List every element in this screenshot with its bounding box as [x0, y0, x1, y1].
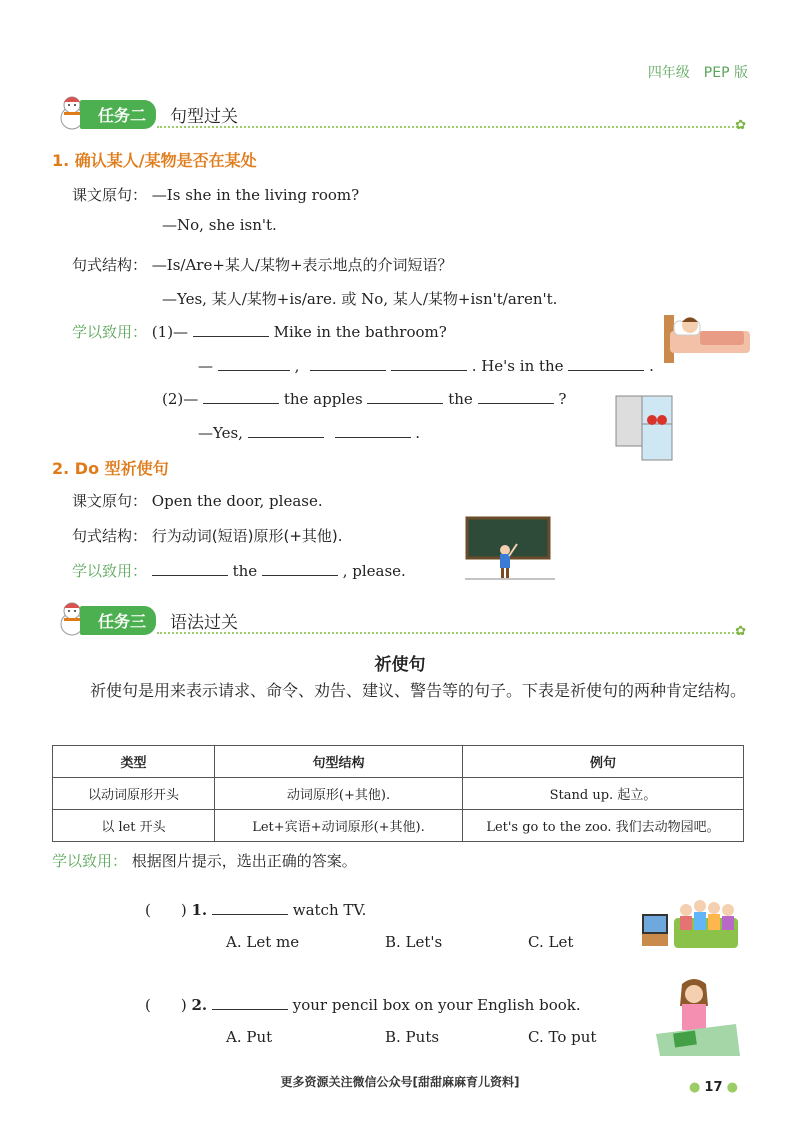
period: . — [415, 424, 421, 442]
answer-blank[interactable] — [335, 424, 411, 438]
comma: , — [294, 357, 300, 375]
answer-blank[interactable] — [367, 390, 443, 404]
answer-blank[interactable] — [310, 357, 386, 371]
period: . — [649, 357, 654, 375]
ex2-answer-prefix: —Yes, — [198, 424, 243, 442]
divider — [157, 632, 742, 634]
answer-blank[interactable] — [218, 357, 290, 371]
question-text: your pencil box on your English book. — [292, 996, 581, 1014]
table-header-row — [53, 746, 744, 778]
table-cell: Let's go to the zoo. 我们去动物园吧。 — [463, 810, 744, 842]
answer-paren[interactable]: ( ) — [145, 996, 187, 1014]
table-header: 类型 — [53, 746, 215, 778]
fridge-illustration — [612, 392, 682, 462]
apply-ex2-question — [162, 390, 566, 408]
apply-label: 学以致用： — [52, 852, 128, 870]
task2-title: 句型过关 — [170, 107, 238, 127]
answer-blank[interactable] — [193, 323, 269, 337]
original-text: Open the door, please. — [151, 492, 323, 510]
apply-ex2-answer — [198, 424, 420, 442]
task3-header — [52, 598, 746, 639]
answer-blank[interactable] — [478, 390, 554, 404]
question-text: watch TV. — [292, 901, 367, 919]
question-number: 2. — [191, 996, 208, 1014]
apply-3 — [52, 850, 357, 871]
apply-ex1-answer — [198, 357, 654, 375]
task2-header — [52, 92, 746, 133]
ex1-prefix: (1)— — [151, 323, 189, 341]
dot-icon: ● — [688, 1080, 701, 1095]
ex1-answer-text: . He's in the — [471, 357, 564, 375]
answer-blank[interactable] — [262, 562, 338, 576]
table-header: 句型结构 — [215, 746, 463, 778]
ex1-text: Mike in the bathroom? — [273, 323, 447, 341]
dot-icon: ● — [726, 1080, 738, 1095]
option-b[interactable]: B. Puts — [385, 1028, 440, 1046]
structure-1 — [72, 254, 453, 275]
option-a[interactable]: A. Put — [226, 1028, 273, 1046]
task3-title: 语法过关 — [170, 613, 238, 633]
flower-icon: ✿ — [735, 624, 746, 639]
structure-label: 句式结构： — [72, 527, 148, 545]
apply-text: the — [232, 562, 258, 580]
apply-text-end: , please. — [342, 562, 406, 580]
blackboard-illustration — [465, 516, 555, 582]
question-1 — [145, 899, 366, 920]
structure-question: —Is/Are+某人/某物+表示地点的介词短语？ — [151, 256, 453, 274]
table-header: 例句 — [463, 746, 744, 778]
ex2-prefix: (2)— — [162, 390, 199, 408]
grammar-table — [52, 745, 744, 842]
original-label: 课文原句： — [72, 186, 148, 204]
option-b[interactable]: B. Let's — [385, 933, 443, 951]
original-answer-1: —No, she isn't. — [162, 216, 277, 234]
grammar-intro: 祈使句是用来表示请求、命令、劝告、建议、警告等的句子。下表是祈使句的两种肯定结构。 — [90, 681, 747, 700]
answer-blank[interactable] — [212, 996, 288, 1010]
answer-blank[interactable] — [212, 901, 288, 915]
page-number-value: 17 — [704, 1080, 723, 1095]
structure-2 — [72, 525, 343, 546]
apply-label: 学以致用： — [72, 323, 148, 341]
original-label: 课文原句： — [72, 492, 148, 510]
table-cell: 以动词原形开头 — [53, 778, 215, 810]
option-c[interactable]: C. Let — [528, 933, 574, 951]
question-number: 1. — [191, 901, 208, 919]
table-cell: Let+宾语+动词原形(+其他). — [215, 810, 463, 842]
structure-answer-1: —Yes, 某人/某物+is/are. 或 No, 某人/某物+isn't/aren't. — [162, 290, 558, 308]
ex1-answer-prefix: — — [198, 357, 213, 375]
apply-label: 学以致用： — [72, 562, 148, 580]
structure-label: 句式结构： — [72, 256, 148, 274]
structure-text: 行为动词(短语)原形(+其他). — [151, 527, 343, 545]
task2-badge: 任务二 — [80, 100, 156, 129]
table-row — [53, 810, 744, 842]
table-cell: 以 let 开头 — [53, 810, 215, 842]
ex2-text: the — [448, 390, 473, 408]
section-1-title: 1. 确认某人/某物是否在某处 — [52, 151, 257, 170]
girl-with-pencil-box-illustration — [652, 976, 742, 1058]
table-cell: Stand up. 起立。 — [463, 778, 744, 810]
grammar-heading: 祈使句 — [374, 655, 426, 675]
option-c[interactable]: C. To put — [528, 1028, 597, 1046]
answer-blank[interactable] — [391, 357, 467, 371]
apply-instruction: 根据图片提示，选出正确的答案。 — [131, 852, 357, 870]
answer-blank[interactable] — [568, 357, 644, 371]
answer-blank[interactable] — [152, 562, 228, 576]
question-2 — [145, 994, 581, 1015]
flower-icon: ✿ — [735, 118, 746, 133]
apply-ex1-question — [72, 321, 447, 342]
section-2-title: 2. Do 型祈使句 — [52, 459, 169, 478]
boy-in-bed-illustration — [660, 305, 752, 365]
answer-blank[interactable] — [248, 424, 324, 438]
page-number — [689, 1080, 738, 1095]
ex2-text: the apples — [283, 390, 363, 408]
family-watching-tv-illustration — [640, 888, 740, 954]
footer-text: 更多资源关注微信公众号[甜甜麻麻育儿资料] — [280, 1075, 520, 1089]
table-cell: 动词原形(+其他). — [215, 778, 463, 810]
apply-2 — [72, 560, 406, 581]
answer-paren[interactable]: ( ) — [145, 901, 187, 919]
original-sentence-1 — [72, 184, 359, 205]
answer-blank[interactable] — [203, 390, 279, 404]
question-mark: ? — [558, 390, 567, 408]
original-question: —Is she in the living room? — [151, 186, 360, 204]
grade-label: 四年级 PEP 版 — [647, 65, 748, 81]
original-sentence-2 — [72, 490, 323, 511]
table-row — [53, 778, 744, 810]
divider — [157, 126, 742, 128]
option-a[interactable]: A. Let me — [226, 933, 300, 951]
task3-badge: 任务三 — [80, 606, 156, 635]
